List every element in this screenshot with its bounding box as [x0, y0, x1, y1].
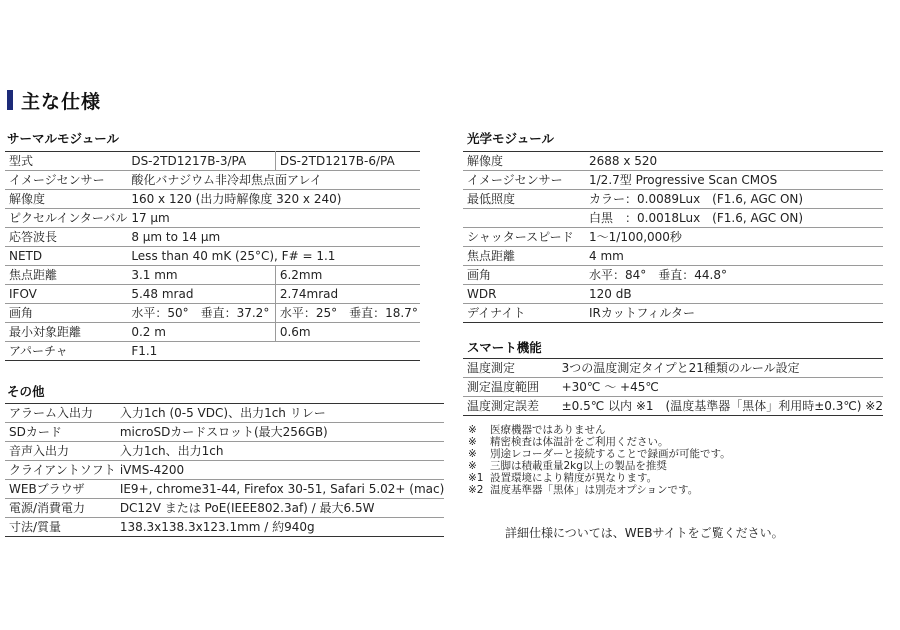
spec-label: 画角 [467, 268, 492, 282]
spec-row [5, 404, 444, 423]
optical-heading: 光学モジュール [467, 131, 555, 146]
spec-label: WDR [467, 287, 497, 301]
spec-label: 焦点距離 [467, 249, 516, 263]
spec-label: 型式 [9, 154, 34, 168]
spec-row [5, 442, 444, 461]
spec-value-alt: 6.2mm [275, 266, 420, 285]
spec-row [463, 152, 883, 171]
note-mark: ※ [468, 460, 477, 472]
spec-label: 焦点距離 [9, 268, 58, 282]
spec-value: 入力1ch (0-5 VDC)、出力1ch リレー [119, 406, 326, 420]
spec-value-alt: 水平：25° 垂直：18.7° [275, 304, 420, 323]
title-accent-bar [7, 90, 13, 110]
note-mark: ※1 [468, 472, 484, 484]
spec-row [5, 342, 420, 361]
spec-row [5, 304, 420, 323]
spec-label: アパーチャ [9, 344, 68, 358]
spec-value: 0.2 m [131, 325, 166, 339]
spec-label: イメージセンサー [9, 173, 105, 187]
spec-label: WEBブラウザ [9, 482, 85, 496]
spec-label: 温度測定誤差 [467, 399, 540, 413]
spec-row [5, 323, 420, 342]
spec-row [5, 190, 420, 209]
spec-value: 酸化バナジウム非冷却焦点面アレイ [131, 173, 322, 187]
note-item [468, 460, 731, 472]
note-text: 医療機器ではありません [490, 424, 606, 436]
optical-spec-table [463, 151, 883, 323]
note-text: 精密検査は体温計をご利用ください。 [490, 436, 669, 448]
note-text: 温度基準器「黒体」は別売オプションです。 [490, 484, 699, 496]
spec-label: NETD [9, 249, 43, 263]
footer-text: 詳細仕様については、WEBサイトをご覧ください。 [505, 526, 784, 540]
spec-row [5, 499, 444, 518]
spec-label: 最小対象距離 [9, 325, 82, 339]
spec-value: +30℃ 〜 +45℃ [561, 380, 659, 394]
spec-label: 画角 [9, 306, 34, 320]
spec-row [463, 209, 883, 228]
note-mark: ※ [468, 448, 477, 460]
spec-value: microSDカードスロット(最大256GB) [119, 425, 328, 439]
spec-label: ピクセルインターバル [9, 211, 128, 225]
other-heading: その他 [7, 384, 45, 399]
spec-row [5, 518, 444, 537]
spec-row [463, 378, 883, 397]
spec-value: IRカットフィルター [589, 306, 695, 320]
spec-value: iVMS-4200 [119, 463, 185, 477]
spec-label: SDカード [9, 425, 62, 439]
other-spec-table [5, 403, 444, 537]
spec-row [463, 359, 883, 378]
note-item [468, 424, 731, 436]
spec-label: イメージセンサー [467, 173, 563, 187]
spec-row [463, 266, 883, 285]
spec-value: 5.48 mrad [131, 287, 194, 301]
spec-value-alt: 2.74mrad [275, 285, 420, 304]
smart-spec-table [463, 358, 883, 416]
note-item [468, 472, 731, 484]
spec-label: 電源/消費電力 [9, 501, 86, 515]
spec-label: シャッタースピード [467, 230, 574, 244]
spec-value: 3つの温度測定タイプと21種類のルール設定 [561, 361, 800, 375]
spec-value: 4 mm [589, 249, 624, 263]
spec-label: アラーム入出力 [9, 406, 94, 420]
note-mark: ※2 [468, 484, 484, 496]
spec-row [5, 228, 420, 247]
spec-value: カラー：0.0089Lux (F1.6, AGC ON) [589, 192, 804, 206]
spec-row [5, 247, 420, 266]
note-item [468, 448, 731, 460]
spec-value: 1/2.7型 Progressive Scan CMOS [589, 173, 778, 187]
note-mark: ※ [468, 424, 477, 436]
note-text: 別途レコーダーと接続することで録画が可能です。 [490, 448, 731, 460]
note-mark: ※ [468, 436, 477, 448]
note-text: 三脚は積載重量2kg以上の製品を推奨 [490, 460, 667, 472]
spec-row [463, 247, 883, 266]
spec-value: 138.3x138.3x123.1mm / 約940g [119, 520, 315, 534]
spec-value: 8 μm to 14 μm [131, 230, 221, 244]
spec-label: IFOV [9, 287, 37, 301]
spec-value: 120 dB [589, 287, 632, 301]
thermal-spec-table [5, 151, 420, 361]
spec-row [5, 480, 444, 499]
spec-label: 温度測定 [467, 361, 516, 375]
spec-row [5, 171, 420, 190]
spec-value: 17 μm [131, 211, 170, 225]
spec-value: 入力1ch、出力1ch [119, 444, 224, 458]
note-item [468, 436, 731, 448]
spec-value: 1〜1/100,000秒 [589, 230, 682, 244]
smart-heading: スマート機能 [467, 340, 542, 355]
spec-row [5, 209, 420, 228]
spec-label: 寸法/質量 [9, 520, 62, 534]
note-text: 設置環境により精度が異なります。 [490, 472, 658, 484]
spec-label: 音声入出力 [9, 444, 70, 458]
spec-value: IE9+, chrome31-44, Firefox 30-51, Safari 5.02+ (mac) [119, 482, 445, 496]
spec-row [5, 423, 444, 442]
spec-label: クライアントソフト [9, 463, 116, 477]
spec-value: F1.1 [131, 344, 158, 358]
note-item [468, 484, 731, 496]
spec-value: 160 x 120 (出力時解像度 320 x 240) [131, 192, 342, 206]
spec-value: 白黒 ：0.0018Lux (F1.6, AGC ON) [589, 211, 804, 225]
spec-row [463, 285, 883, 304]
spec-value: Less than 40 mK (25°C), F# = 1.1 [131, 249, 336, 263]
spec-value: 水平：84° 垂直：44.8° [589, 268, 727, 282]
spec-row [463, 397, 883, 416]
spec-row [463, 190, 883, 209]
spec-value: DC12V または PoE(IEEE802.3af) / 最大6.5W [119, 501, 375, 515]
spec-value-alt: DS-2TD1217B-6/PA [275, 152, 420, 171]
spec-label: 応答波長 [9, 230, 58, 244]
thermal-heading: サーマルモジュール [7, 131, 120, 146]
spec-label: 最低照度 [467, 192, 516, 206]
spec-label: デイナイト [467, 306, 526, 320]
spec-label: 解像度 [9, 192, 46, 206]
spec-value: ±0.5℃ 以内 ※1 (温度基準器「黒体」利用時±0.3℃) ※2 [561, 399, 883, 413]
spec-label: 解像度 [467, 154, 504, 168]
spec-row [5, 461, 444, 480]
spec-row [463, 171, 883, 190]
spec-row [463, 304, 883, 323]
spec-value: 3.1 mm [131, 268, 178, 282]
spec-value: 2688 x 520 [589, 154, 658, 168]
page-title: 主な仕様 [21, 91, 102, 113]
spec-value-alt: 0.6m [275, 323, 420, 342]
spec-row [463, 228, 883, 247]
spec-label: 測定温度範囲 [467, 380, 540, 394]
spec-label [463, 209, 585, 228]
spec-value: 水平：50° 垂直：37.2° [131, 306, 270, 320]
spec-row [5, 266, 420, 285]
spec-row [5, 285, 420, 304]
spec-row [5, 152, 420, 171]
notes-list [468, 424, 731, 496]
spec-value: DS-2TD1217B-3/PA [131, 154, 247, 168]
